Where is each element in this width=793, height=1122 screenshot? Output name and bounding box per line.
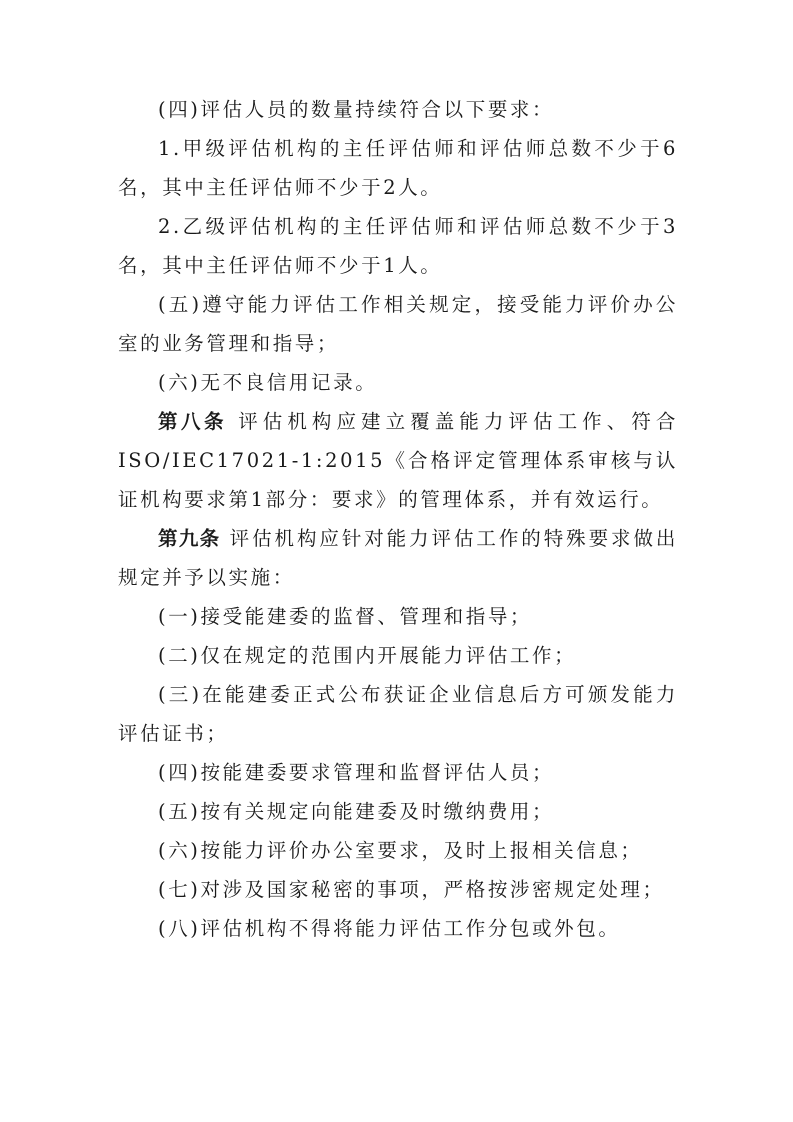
document-page [118,90,678,948]
paragraph-text: (八)评估机构不得将能力评估工作分包或外包。 [158,917,621,940]
paragraph-personnel-requirement [118,90,678,129]
paragraph-text: (一)接受能建委的监督、管理和指导； [158,605,533,628]
paragraph-class-b [118,207,678,285]
paragraph-text: (五)按有关规定向能建委及时缴纳费用； [158,800,555,823]
paragraph-compliance [118,285,678,363]
paragraph-text: (三)在能建委正式公布获证企业信息后方可颁发能力评估证书； [118,683,678,745]
list-item-5 [118,792,678,831]
paragraph-class-a [118,129,678,207]
paragraph-credit-record [118,363,678,402]
article-9-heading: 第九条 [158,527,221,550]
list-item-1 [118,597,678,636]
article-8 [118,402,678,519]
paragraph-text: (六)无不良信用记录。 [158,371,378,394]
paragraph-text: (六)按能力评价办公室要求，及时上报相关信息； [158,839,643,862]
list-item-4 [118,753,678,792]
paragraph-text: (四)评估人员的数量持续符合以下要求： [158,98,555,121]
paragraph-text: 1.甲级评估机构的主任评估师和评估师总数不少于6名，其中主任评估师不少于2人。 [118,137,678,199]
list-item-2 [118,636,678,675]
list-item-6 [118,831,678,870]
list-item-8 [118,909,678,948]
list-item-3 [118,675,678,753]
paragraph-text: 评估机构应建立覆盖能力评估工作、符合ISO/IEC17021-1:2015《合格评定管理体系审核与认证机构要求第1部分：要求》的管理体系，并有效运行。 [118,410,678,511]
article-9 [118,519,678,597]
paragraph-text: (七)对涉及国家秘密的事项，严格按涉密规定处理； [158,878,665,901]
paragraph-text: 评估机构应针对能力评估工作的特殊要求做出规定并予以实施： [118,527,678,589]
paragraph-text: (四)按能建委要求管理和监督评估人员； [158,761,555,784]
paragraph-text: (二)仅在规定的范围内开展能力评估工作； [158,644,577,667]
list-item-7 [118,870,678,909]
paragraph-text: 2.乙级评估机构的主任评估师和评估师总数不少于3名，其中主任评估师不少于1人。 [118,215,678,277]
article-8-heading: 第八条 [158,410,227,433]
paragraph-text: (五)遵守能力评估工作相关规定，接受能力评价办公室的业务管理和指导； [118,293,678,355]
